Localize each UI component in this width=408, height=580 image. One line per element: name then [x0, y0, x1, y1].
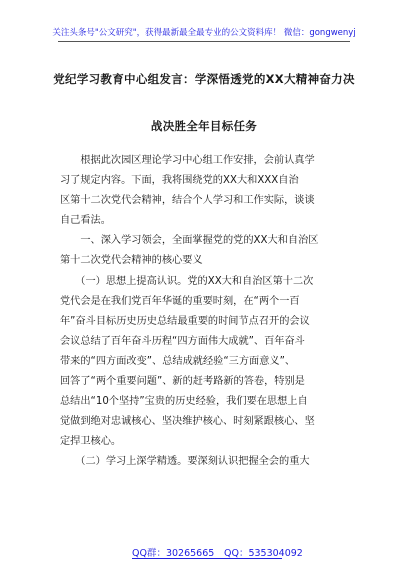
header-divider: [58, 41, 350, 42]
document-title-line-1: 党纪学习教育中心组发言：学深悟透党的XX大精神奋力决: [53, 72, 355, 86]
text-line: 带来的“四方面改变”、总结成就经验“三方面意义”、: [60, 356, 296, 367]
footer-qq-group: QQ群：30265665: [132, 548, 215, 559]
paragraph-subsection-1: [60, 272, 352, 452]
text-line: 党代会是在我们党百年华诞的重要时刻，在“两个一百: [60, 296, 300, 307]
text-line: 一、深入学习领会，全面掌握党的党的XX大和自治区: [60, 235, 319, 246]
footer-qq-contact: QQ：535304092: [224, 548, 303, 559]
document-title-line-2: 战决胜全年目标任务: [150, 119, 258, 133]
header-banner: 关注头条号"公文研究"，获得最新最全最专业的公文资料库！ 微信：gongwenyj: [52, 28, 356, 38]
footer-underline: [132, 558, 282, 559]
paragraph-subsection-2: [60, 452, 352, 472]
text-line: （二）学习上深学精透。要深刻认识把握全会的重大: [60, 456, 310, 467]
text-line: 根据此次园区理论学习中心组工作安排，会前认真学: [60, 155, 315, 166]
text-line: 习了规定内容。下面，我将围绕党的XX大和XXX自治: [60, 175, 299, 186]
text-line: 会议总结了百年奋斗历程“四方面伟大成就”、百年奋斗: [60, 336, 305, 347]
text-line: （一）思想上提高认识。党的XX大和自治区第十二次: [60, 276, 314, 287]
text-line: 区第十二次党代会精神，结合个人学习和工作实际，谈谈: [60, 195, 315, 206]
paragraph-intro: [60, 151, 352, 231]
text-line: 回答了“两个重要问题”、新的赶考路新的答卷，特别是: [60, 376, 305, 387]
text-line: 定捍卫核心。: [60, 436, 122, 447]
text-line: 总结出“10个坚持”宝贵的历史经验，我们要在思想上自: [60, 396, 308, 407]
text-line: 自己看法。: [60, 215, 111, 226]
text-line: 觉做到绝对忠诚核心、坚决维护核心、时刻紧跟核心、坚: [60, 416, 315, 427]
text-line: 年”奋斗目标历史历史总结最重要的时间节点召开的会议: [60, 316, 310, 327]
text-line: 第十二次党代会精神的核心要义: [60, 255, 203, 266]
paragraph-section-1-heading: [60, 231, 352, 271]
